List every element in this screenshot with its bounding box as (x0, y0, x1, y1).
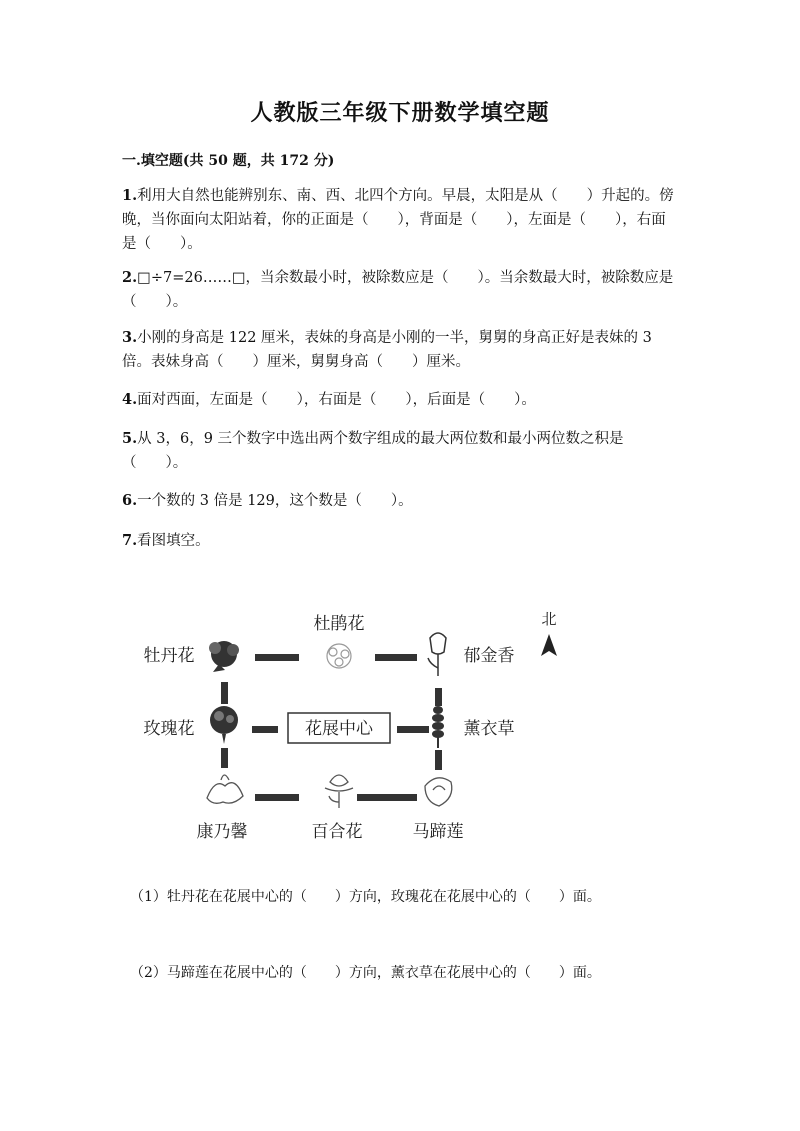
question-5 (122, 427, 678, 475)
azalea-icon (327, 644, 351, 668)
question-4 (122, 388, 678, 412)
connector (255, 654, 299, 661)
question-number: 2. (122, 269, 138, 286)
question-text: 利用大自然也能辨别东、南、西、北四个方向。早晨，太阳是从（ ）升起的。傍晚，当你面向太阳站着，你的正面是（ ），背面是（ ），左面是（ ），右面是（ ）。 (122, 188, 674, 252)
flower-label-azalea: 杜鹃花 (313, 614, 365, 634)
question-text: 看图填空。 (137, 533, 210, 549)
sub-question-1: （1）牡丹花在花展中心的（ ）方向，玫瑰花在花展中心的（ ）面。 (130, 889, 601, 905)
flower-label-lavender: 薰衣草 (463, 719, 515, 739)
question-number: 7. (122, 532, 138, 549)
connector (221, 748, 228, 768)
question-2 (122, 266, 678, 314)
flower-label-lily: 百合花 (311, 822, 363, 842)
question-7 (122, 529, 678, 553)
page-title: 人教版三年级下册数学填空题 (250, 100, 550, 126)
connector (357, 794, 417, 801)
flower-map-diagram (125, 598, 575, 848)
question-text: 面对西面，左面是（ ），右面是（ ），后面是（ ）。 (137, 392, 536, 408)
flower-label-calla-lily: 马蹄莲 (412, 822, 464, 842)
question-text: 小刚的身高是 122 厘米，表妹的身高是小刚的一半，舅舅的身高正好是表妹的 3 倍。表妹身高（ ）厘米，舅舅身高（ ）厘米。 (122, 330, 652, 370)
question-text: 一个数的 3 倍是 129，这个数是（ ）。 (137, 493, 413, 509)
question-3 (122, 326, 678, 374)
question-6 (122, 489, 678, 513)
question-number: 4. (122, 391, 138, 408)
question-1 (122, 184, 678, 256)
sub-question-2: （2）马蹄莲在花展中心的（ ）方向，薰衣草在花展中心的（ ）面。 (130, 965, 601, 981)
rose-icon (210, 706, 238, 744)
carnation-icon (207, 775, 243, 803)
center-label: 花展中心 (305, 719, 373, 739)
flower-label-tulip: 郁金香 (463, 646, 515, 666)
lily-icon (325, 775, 353, 808)
lavender-icon (432, 706, 444, 748)
peony-icon (209, 641, 239, 672)
connector (255, 794, 299, 801)
connector (252, 726, 278, 733)
question-text: 从 3，6，9 三个数字中选出两个数字组成的最大两位数和最小两位数之积是（ ）。 (122, 431, 624, 471)
question-number: 5. (122, 430, 138, 447)
flower-label-peony: 牡丹花 (143, 646, 195, 666)
flower-label-rose: 玫瑰花 (143, 719, 195, 739)
question-number: 1. (122, 187, 138, 204)
flower-label-carnation: 康乃馨 (196, 822, 248, 842)
connector (435, 688, 442, 706)
connector (375, 654, 417, 661)
question-text: □÷7=26……□，当余数最小时，被除数应是（ ）。当余数最大时，被除数应是（ ）。 (122, 270, 674, 310)
connector (397, 726, 429, 733)
connector (435, 750, 442, 770)
tulip-icon (428, 633, 446, 676)
north-label: 北 (541, 610, 557, 628)
question-number: 6. (122, 492, 138, 509)
question-number: 3. (122, 329, 138, 346)
connector (221, 682, 228, 704)
calla-lily-icon (425, 778, 452, 806)
section-heading: 一.填空题(共 50 题，共 172 分) (122, 153, 335, 169)
north-arrow-icon (541, 634, 557, 656)
